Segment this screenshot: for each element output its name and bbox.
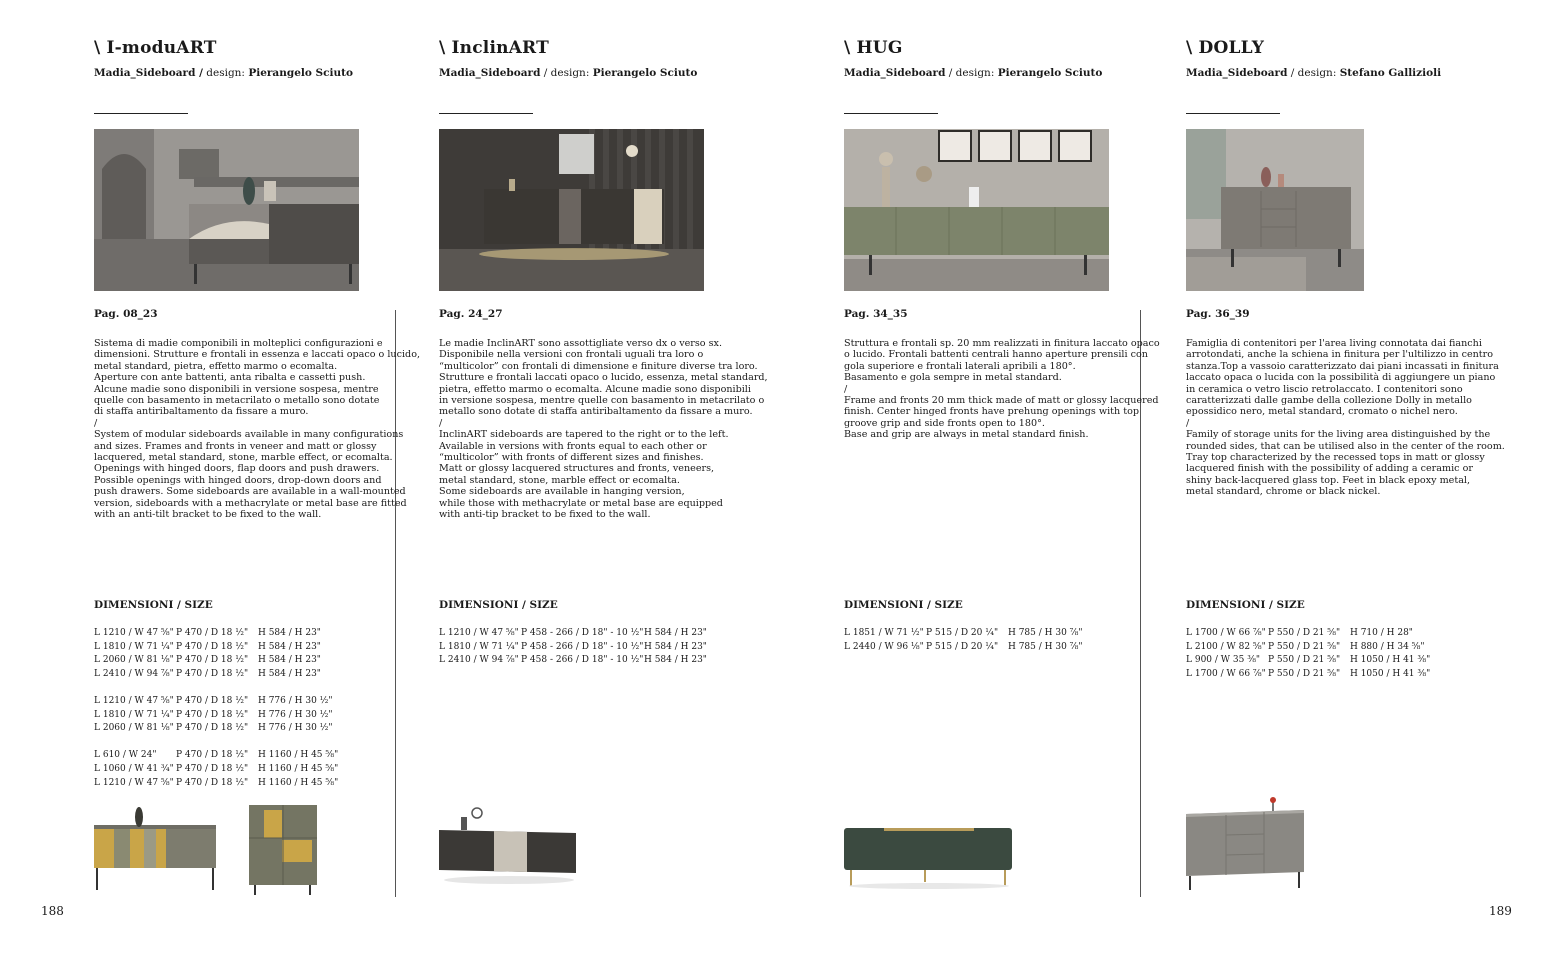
page-reference: Pag. 36_39 xyxy=(1186,308,1250,320)
dimensions-table xyxy=(1186,627,1430,681)
design-label: / design: xyxy=(540,67,593,79)
dimensions-row: L 1210 / W 47 ⅝" P 470 / D 18 ½" H 776 / H 30 ½" xyxy=(94,695,333,706)
dimensions-row: L 900 / W 35 ⅜" P 550 / D 21 ⅝" H 1050 / H 41 ⅜" xyxy=(1186,655,1431,666)
product-title: \ InclinART xyxy=(439,38,549,58)
product-column-inclinart xyxy=(439,0,769,959)
dimensions-row: L 1210 / W 47 ⅝" P 470 / D 18 ½" H 584 / H 23" xyxy=(94,628,321,638)
category-label: Madia_Sideboard / xyxy=(94,67,203,79)
title-rule xyxy=(94,113,188,114)
page-number-right: 189 xyxy=(1489,904,1512,918)
title-rule xyxy=(844,113,938,114)
title-rule xyxy=(439,113,533,114)
product-description: Struttura e frontali sp. 20 mm realizzati in finitura laccato opaco o lucido. Frontali battenti centrali hanno aperture prensili con gola superiore e frontali laterali apribili a 180°. Basamento e gola sempre in metal standard. / Frame and fronts 20 mm thick made of matt or glossy lacquered finish. Center hinged fronts have prehung openings with top groove grip and side fronts open to 180°. Base and grip are always in metal standard finish. xyxy=(844,338,1160,441)
page-number-left: 188 xyxy=(41,904,64,918)
page-reference: Pag. 24_27 xyxy=(439,308,503,320)
product-cutout-sideboard xyxy=(1186,790,1311,900)
product-description: Le madie InclinART sono assottigliate verso dx o verso sx. Disponibile nella versioni con frontali uguali tra loro o “multicolor” con frontali di dimensione e finiture diverse tra loro. Strutture e frontali laccati opaco o lucido, essenza, metal standard, pietra, effetto marmo o ecomalta. Alcune madie sono disponibili in versione sospesa, mentre quelle con basamento in metacrilato o metallo sono dotate di staffa antiribaltamento da fissare a muro. / InclinART sideboards are tapered to the right or to the left. Available in versions with fronts equal to each other or “multicolor” with fronts of different sizes and finishes. Matt or glossy lacquered structures and fronts, veneers, metal standard, stone, marble effect or ecomalta. Some sideboards are available in hanging version, while those with methacrylate or metal base are equipped with anti-tip bracket to be fixed to the wall. xyxy=(439,338,768,521)
product-title: \ HUG xyxy=(844,38,903,58)
dimensions-row: L 2100 / W 82 ⅝" P 550 / D 21 ⅝" H 880 / H 34 ⅝" xyxy=(1186,641,1425,652)
designer-name: Pierangelo Sciuto xyxy=(248,67,353,79)
product-column-imoduart xyxy=(94,0,421,959)
designer-name: Pierangelo Sciuto xyxy=(997,67,1103,79)
product-subtitle xyxy=(1186,67,1441,79)
dimensions-row: L 1810 / W 71 ¼" P 470 / D 18 ½" H 584 / H 23" xyxy=(94,641,321,652)
design-label: / design: xyxy=(945,67,998,79)
product-description: Sistema di madie componibili in molteplici configurazioni e dimensioni. Strutture e frontali in essenza e laccati opaco o lucido, metal standard, pietra, effetto marmo o ecomalta. Aperture con ante battenti, anta ribalta e cassetti push. Alcune madie sono disponibili in versione sospesa, mentre quelle con basamento in metacrilato o metallo sono dotate di staffa antiribaltamento da fissare a muro. / System of modular sideboards available in many configurations and sizes. Frames and fronts in veneer and matt or glossy lacquered, metal standard, stone, marble effect, or ecomalta. Openings with hinged doors, flap doors and push drawers. Possible openings with hinged doors, drop-down doors and push drawers. Some sideboards are available in a wall-mounted version, sideboards with a methacrylate or metal base are fitted with an anti-tilt bracket to be fixed to the wall. xyxy=(94,338,421,521)
title-rule xyxy=(1186,113,1280,114)
category-label: Madia_Sideboard xyxy=(439,67,541,79)
dimensions-row: L 1700 / W 66 ⅞" P 550 / D 21 ⅝" H 1050 / H 41 ⅜" xyxy=(1186,668,1431,679)
product-subtitle xyxy=(844,67,1102,79)
dimensions-row: L 1851 / W 71 ½" P 515 / D 20 ¼" H 785 / H 30 ⅞" xyxy=(844,628,1083,638)
dimensions-row: L 610 / W 24" P 470 / D 18 ½" H 1160 / H 45 ⅝" xyxy=(94,750,339,761)
dimensions-row: L 2060 / W 81 ⅛" P 470 / D 18 ½" H 584 / H 23" xyxy=(94,655,321,666)
dimensions-row: L 1700 / W 66 ⅞" P 550 / D 21 ⅝" H 710 / H 28" xyxy=(1186,628,1413,638)
dimensions-row: L 2060 / W 81 ⅛" P 470 / D 18 ½" H 776 / H 30 ½" xyxy=(94,723,333,734)
dimensions-heading: DIMENSIONI / SIZE xyxy=(94,599,213,611)
page-reference: Pag. 08_23 xyxy=(94,308,158,320)
ambient-photo xyxy=(1186,129,1364,291)
dimensions-spacer xyxy=(94,681,338,695)
dimensions-table xyxy=(844,627,1083,654)
dimensions-row: L 1210 / W 47 ⅝" P 458 - 266 / D 18" - 10 ½" H 584 / H 23" xyxy=(439,628,707,638)
product-cutout-sideboard xyxy=(94,795,324,905)
dimensions-row: L 1810 / W 71 ¼" P 458 - 266 / D 18" - 10 ½" H 584 / H 23" xyxy=(439,641,707,652)
dimensions-spacer xyxy=(94,736,338,750)
product-title: \ DOLLY xyxy=(1186,38,1265,58)
product-cutout-sideboard xyxy=(439,800,589,890)
dimensions-row: L 2410 / W 94 ⅞" P 470 / D 18 ½" H 584 / H 23" xyxy=(94,668,321,679)
ambient-photo xyxy=(94,129,359,291)
dimensions-row: L 1060 / W 41 ¾" P 470 / D 18 ½" H 1160 / H 45 ⅝" xyxy=(94,763,339,774)
designer-name: Pierangelo Sciuto xyxy=(592,67,698,79)
page-reference: Pag. 34_35 xyxy=(844,308,908,320)
category-label: Madia_Sideboard xyxy=(1186,67,1288,79)
product-subtitle xyxy=(439,67,697,79)
dimensions-heading: DIMENSIONI / SIZE xyxy=(844,599,963,611)
ambient-photo xyxy=(844,129,1109,291)
product-description: Famiglia di contenitori per l'area living connotata dai fianchi arrotondati, anche la schiena in finitura per l'ultilizzo in centro stanza.Top a vassoio caratterizzato dai piani incassati in finitura laccato opaca o lucida con la possibilità di aggiungere un piano in ceramica o vetro liscio retrolaccato. I contenitori sono caratterizzati dalle gambe della collezione Dolly in metallo epossidico nero, metal standard, cromato o nichel nero. / Family of storage units for the living area distinguished by the rounded sides, that can be utilised also in the center of the room. Tray top characterized by the recessed tops in matt or glossy lacquered finish with the possibility of adding a ceramic or shiny back-lacquered glass top. Feet in black epoxy metal, metal standard, chrome or black nickel. xyxy=(1186,338,1505,498)
design-label: design: xyxy=(202,67,249,79)
dimensions-heading: DIMENSIONI / SIZE xyxy=(439,599,558,611)
category-label: Madia_Sideboard xyxy=(844,67,946,79)
ambient-photo xyxy=(439,129,704,291)
product-title: \ I-moduART xyxy=(94,38,217,58)
dimensions-row: L 1210 / W 47 ⅝" P 470 / D 18 ½" H 1160 / H 45 ⅝" xyxy=(94,777,339,788)
product-column-hug xyxy=(844,0,1160,959)
designer-name: Stefano Gallizioli xyxy=(1339,67,1442,79)
dimensions-table xyxy=(94,627,338,790)
product-cutout-sideboard xyxy=(844,822,1019,892)
dimensions-row: L 2440 / W 96 ⅛" P 515 / D 20 ¼" H 785 / H 30 ⅞" xyxy=(844,641,1083,652)
product-subtitle xyxy=(94,67,353,79)
dimensions-row: L 1810 / W 71 ¼" P 470 / D 18 ½" H 776 / H 30 ½" xyxy=(94,709,333,720)
dimensions-table xyxy=(439,627,707,668)
dimensions-heading: DIMENSIONI / SIZE xyxy=(1186,599,1305,611)
design-label: / design: xyxy=(1287,67,1340,79)
dimensions-row: L 2410 / W 94 ⅞" P 458 - 266 / D 18" - 10 ½" H 584 / H 23" xyxy=(439,655,707,666)
